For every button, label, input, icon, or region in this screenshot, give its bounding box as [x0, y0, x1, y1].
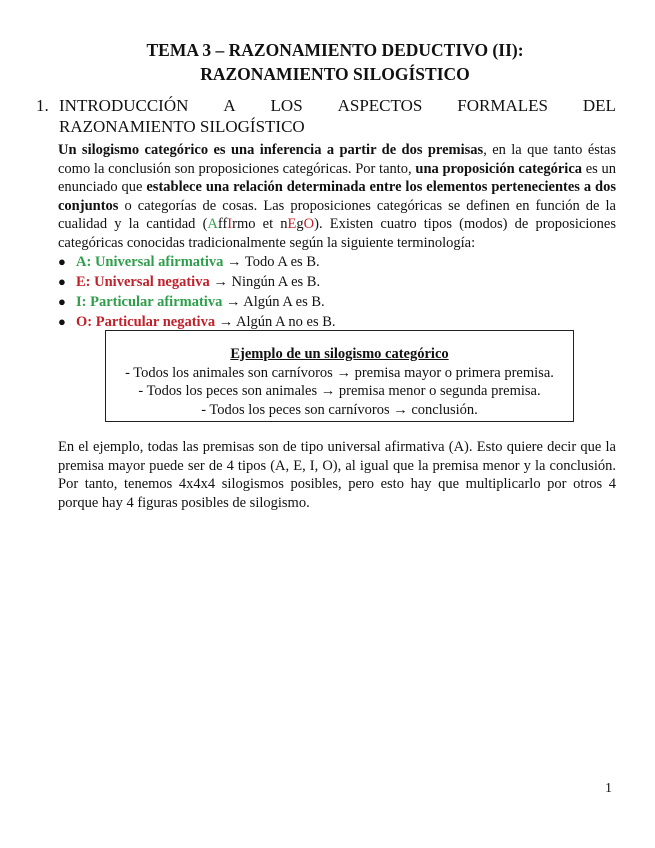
bullet-icon: ●: [58, 274, 66, 289]
type-label: : Particular afirmativa: [81, 294, 223, 310]
title-line-2: RAZONAMIENTO SILOGÍSTICO: [200, 64, 470, 84]
mnemonic-text: ff: [217, 216, 228, 232]
mnemonic-text: n: [280, 216, 288, 232]
paragraph-text: , en la que tanto éstas como la conclusión son proposiciones categóricas. Por tanto,: [58, 142, 616, 177]
section-heading-line-2: RAZONAMIENTO SILOGÍSTICO: [59, 117, 305, 136]
list-item: [58, 312, 578, 332]
heading-word: INTRODUCCIÓN: [59, 96, 189, 115]
arrow-icon: →: [209, 274, 232, 290]
type-example: Todo A es B.: [244, 254, 320, 270]
page-number: 1: [605, 781, 612, 796]
arrow-icon: →: [223, 254, 245, 270]
mnemonic-letter: A: [207, 216, 218, 232]
syllogism-example-box: [105, 330, 574, 422]
bullet-icon: ●: [58, 294, 66, 309]
mnemonic-letter: O: [303, 216, 315, 232]
bold-phrase: una proposición categórica: [415, 160, 583, 177]
paragraph-text: o categorías de cosas. Las proposiciones categóricas se definen en función de la cualidad y la cantidad (: [58, 197, 616, 232]
heading-word: A: [223, 96, 236, 115]
heading-word: LOS: [270, 96, 303, 115]
type-code: I: [76, 294, 82, 310]
type-code: A: [76, 254, 87, 270]
arrow-icon: →: [222, 294, 244, 310]
list-item: [58, 272, 578, 292]
heading-word: DEL: [582, 96, 616, 115]
mnemonic-text: et: [255, 216, 281, 232]
type-example: Algún A es B.: [243, 294, 325, 310]
arrow-icon: →: [215, 314, 237, 330]
document-title: [58, 38, 612, 86]
title-line-1: TEMA 3 – RAZONAMIENTO DEDUCTIVO (II):: [146, 40, 524, 60]
heading-word: FORMALES: [457, 96, 548, 115]
example-line: - Todos los peces son carnívoros → conclusión.: [201, 401, 478, 418]
proposition-types-list: [58, 252, 578, 332]
mnemonic-text: g: [296, 216, 304, 232]
bullet-icon: ●: [58, 254, 66, 269]
type-example: Ningún A es B.: [231, 274, 321, 290]
example-line: - Todos los animales son carnívoros → premisa mayor o primera premisa.: [125, 364, 554, 381]
paragraph-text: ). Existen cuatro tipos (modos) de proposiciones categóricas conocidas tradicionalmente según la siguiente terminología:: [58, 216, 616, 251]
type-example: Algún A no es B.: [236, 314, 336, 330]
type-code: O: [76, 314, 88, 330]
type-label: : Universal negativa: [85, 274, 210, 290]
bold-phrase: Un silogismo categórico es una inferencia a partir de dos premisas: [58, 142, 484, 158]
bullet-icon: ●: [58, 314, 66, 329]
list-item: [58, 252, 578, 272]
example-title: Ejemplo de un silogismo categórico: [230, 346, 449, 362]
type-code: E: [76, 274, 86, 290]
bold-phrase: establece una relación determinada entre los elementos pertenecientes a dos conjuntos: [58, 179, 616, 214]
type-label: : Particular negativa: [87, 314, 216, 330]
section-number: 1.: [36, 96, 49, 115]
closing-paragraph: En el ejemplo, todas las premisas son de tipo universal afirmativa (A). Esto quiere decir que la premisa mayor puede ser de 4 tipos (A, E, I, O), al igual que la premisa menor y la conclusión. Por tanto, tenemos 4x4x4 silogismos posibles, pero esto hay que multiplicarlo por otros 4 porque hay 4 figuras posibles de silogismo.: [58, 439, 616, 511]
mnemonic-letter: I: [227, 216, 233, 232]
section-heading-line-1: [59, 95, 616, 116]
type-label: : Universal afirmativa: [86, 254, 224, 270]
mnemonic-letter: E: [287, 216, 297, 232]
heading-word: ASPECTOS: [337, 96, 423, 115]
intro-paragraph: [58, 141, 616, 252]
example-line: - Todos los peces son animales → premisa menor o segunda premisa.: [138, 383, 541, 399]
mnemonic-text: rmo: [232, 216, 256, 232]
list-item: [58, 292, 578, 312]
paragraph-text: es un enunciado que: [58, 160, 616, 195]
